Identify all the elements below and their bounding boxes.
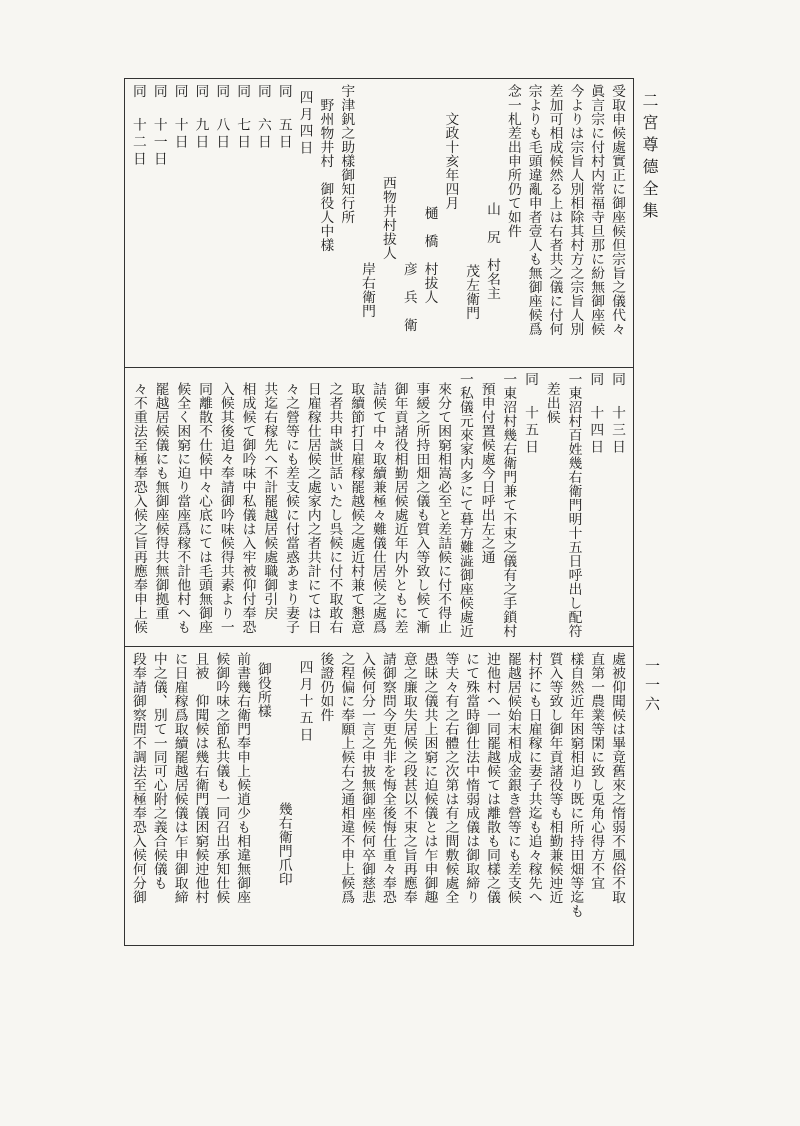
text-column: 日雇稼仕居候之處家内之者共計にては日 [304,382,321,634]
text-column: 四月四日 [296,90,313,158]
text-column: 岸右衛門 [359,262,376,318]
text-column: 預申付置候處今日呼出左之通 [478,382,495,564]
text-band-bottom [128,652,628,940]
text-column: 野州物井村 御役人中樣 [317,98,334,252]
text-column: 同 九日 [192,84,209,152]
text-column: 茂左衛門 [463,264,480,320]
text-column: 事緩之所持田畑之儀も質入等致し候て漸 [413,382,430,634]
text-column: 中之儀、別て一同可心附之義合候儀も [150,652,167,890]
text-column: 同 七日 [234,84,251,152]
text-column: 詰候て中々取續兼極々難儀仕居候之處爲 [369,382,386,634]
text-column: 同 十五日 [522,372,539,456]
text-column: 差加可相成候然る上は右者共之儀に付何 [546,84,563,336]
text-column: 同 十一日 [150,84,167,168]
text-column: 念一札差出申所仍て如件 [504,84,521,238]
text-column: 同 五日 [275,84,292,152]
text-column: 且被 仰聞候は幾右衛門儀困窮候迚他村 [192,652,209,904]
text-column: 段奉請御察問不調法至極奉恐入候何分御 [129,652,146,904]
text-column: 來分て困窮相嵩必至と差詰候に付不得止 [435,382,452,634]
text-column: 文政十亥年四月 [442,112,459,210]
section-divider [124,367,634,368]
text-column: 幾右衛門爪印 [275,802,292,886]
text-column: 之者共申談世話いたし呉候に付不取敢右 [326,382,343,634]
text-column: 後證仍如件 [317,652,334,722]
text-column: 愚昧之儀共上困窮に迫候儀とは乍申御趣 [421,652,438,904]
section-divider [124,646,634,647]
text-column: 意之廉取失居候之段甚以不束之旨再應奉 [400,652,417,904]
text-column: 一東沼村幾右衛門兼て不束之儀有之手鎖村 [500,372,517,638]
text-column: 一私儀元來家内多にて暮方難澁御座候處近 [456,372,473,638]
text-column: 入候其後追々奉請御吟味候得共素より一 [217,382,234,634]
text-column: 西物井村拔人 [379,176,396,260]
text-column: 同 八日 [213,84,230,152]
text-column: 候全く困窮に迫り當座爲稼不計他村へも [174,382,191,634]
text-column: 同 十四日 [587,372,604,456]
text-column: 宇津釩之助樣御知行所 [338,84,355,224]
text-column: 質入等致し御年貢諸役等も相勤兼候迚近 [546,652,563,904]
text-column: 御役所樣 [254,662,271,718]
text-column: 罷越居候始末相成金銀き營等にも差支候 [504,652,521,904]
text-column: 同 十日 [171,84,188,152]
text-column: 々之營等にも差支候に付當惑あまり妻子 [282,382,299,634]
text-column: 同 十二日 [129,84,146,168]
text-column: 取續節打日雇稼罷越候之處近村兼て懇意 [348,382,365,634]
text-column: 迚他村へ一同罷越候ては離散も同樣之儀 [484,652,501,904]
text-column: 罷越居候儀にも無御座候得共無御拠重 [152,382,169,620]
text-column: 山 尻 村名主 [484,202,501,300]
text-column: 直第一農業等閑に致し兎角心得方不宜 [588,652,605,890]
text-column: 相成候て御吟味中私儀は入牢被仰付奉恐 [239,382,256,634]
text-column: 等夫々有之右體之次第は有之間敷候處全 [442,652,459,904]
text-band-middle [128,372,628,642]
text-column: 差出候 [543,382,560,424]
text-column: 眞言宗に付村内常福寺旦那に紛無御座候 [588,84,605,336]
text-column: 今よりは宗旨人別相除其村方之宗旨人別 [567,84,584,336]
text-column: 候御吟味之節私共儀も一同召出承知仕候 [213,652,230,904]
text-column: 之程偏に奉願上候右之通相違不申上候爲 [338,652,355,904]
text-band-top [128,84,628,364]
text-column: 同離散不仕候中々心底にては毛頭無御座 [196,382,213,634]
text-column: にて殊當時御仕法中惰弱成儀は御取締り [463,652,480,904]
text-column: 々不重法至極奉恐入候之旨再應奉申上候 [130,382,147,634]
text-column: 宗よりも毛頭違亂申者壹人も無御座候爲 [525,84,542,336]
text-column: 請御察問今更先非を悔全後悔仕重々奉恐 [379,652,396,904]
running-title: 二宮尊德全集 [640,92,659,224]
text-column: 受取申候處實正に御座候但宗旨之儀代々 [609,84,625,336]
text-column: 共迄右稼先へ不計罷越居候處職御引戻 [261,382,278,620]
text-column: 處被仰聞候は畢竟舊來之惰弱不風俗不取 [609,652,625,904]
text-column: 四月十五日 [296,660,313,744]
text-column: 御年貢諸役相勤居候處近年内外ともに差 [391,382,408,634]
page-number: 一一六 [643,658,661,715]
text-column: 入候何分一言之申披無御座候何卒御慈悲 [359,652,376,904]
text-column: に日雇稼爲取續罷越居候儀は乍申御取締 [171,652,188,904]
text-column: 村抔にも日雇稼に妻子共迄も追々稼先へ [525,652,542,904]
text-column: 同 十三日 [609,372,625,456]
text-column: 一東沼村百姓幾右衛門明十五日呼出し配符 [565,372,582,638]
text-column: 樋 橋 村拔人 [421,206,438,304]
text-column: 同 六日 [254,84,271,152]
text-column: 前書幾右衛門奉申上候逍少も相違無御座 [234,652,251,904]
text-column: 彦 兵 衛 [400,262,417,332]
text-column: 樣自然近年困窮相迫り既に所持田畑等迄も [567,652,584,918]
